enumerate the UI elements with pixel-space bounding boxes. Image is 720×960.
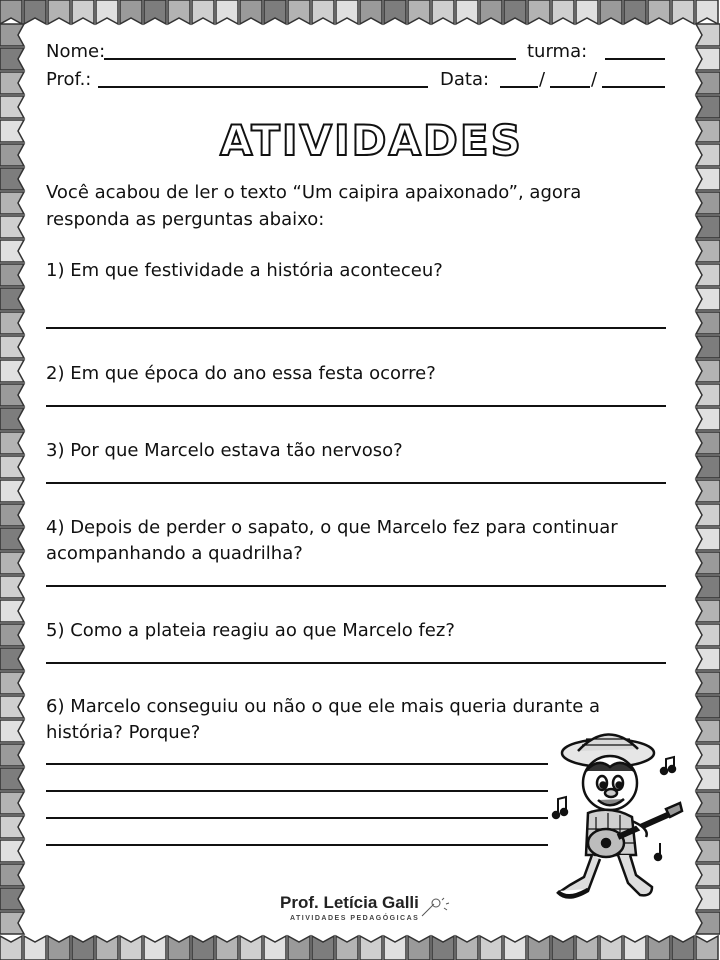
bunting-flag — [480, 936, 502, 960]
bunting-flag — [0, 168, 24, 190]
bunting-flag — [696, 888, 720, 910]
bunting-flag — [96, 936, 118, 960]
bunting-flag — [264, 936, 286, 960]
bunting-flag — [0, 144, 24, 166]
bunting-flag — [696, 360, 720, 382]
question-5: 5) Como a plateia reagiu ao que Marcelo fez? — [46, 620, 455, 641]
bunting-flag — [144, 936, 166, 960]
page-title: ATIVIDADES — [220, 116, 523, 165]
teacher-field[interactable] — [98, 85, 428, 88]
bunting-flag — [696, 408, 720, 430]
bunting-flag — [408, 0, 430, 24]
bunting-flag — [0, 72, 24, 94]
date-day-field[interactable] — [500, 85, 538, 88]
bunting-flag — [336, 0, 358, 24]
bunting-flag — [360, 0, 382, 24]
bunting-flag — [696, 432, 720, 454]
answer-line-6d[interactable] — [46, 843, 548, 846]
date-separator: / — [591, 69, 598, 90]
bunting-flag — [696, 48, 720, 70]
bunting-flag — [648, 936, 670, 960]
bunting-flag — [72, 0, 94, 24]
bunting-flag — [24, 0, 46, 24]
bunting-flag — [48, 936, 70, 960]
bunting-flag — [696, 336, 720, 358]
bunting-flag — [696, 600, 720, 622]
bunting-flag — [696, 24, 720, 46]
bunting-flag — [696, 480, 720, 502]
bunting-flag — [24, 936, 46, 960]
question-4-continued: acompanhando a quadrilha? — [46, 543, 303, 564]
bunting-flag — [672, 936, 694, 960]
bunting-flag — [0, 336, 24, 358]
intro-line: Você acabou de ler o texto “Um caipira apaixonado”, agora — [46, 182, 582, 203]
bunting-flag — [288, 0, 310, 24]
bunting-flag — [696, 216, 720, 238]
boy-with-guitar-icon — [548, 725, 688, 905]
bunting-flag — [0, 744, 24, 766]
bunting-flag — [216, 936, 238, 960]
bunting-flag — [0, 312, 24, 334]
bunting-flag — [552, 936, 574, 960]
bunting-flag — [600, 0, 622, 24]
bunting-flag — [0, 48, 24, 70]
bunting-flag — [696, 192, 720, 214]
bunting-flag — [0, 864, 24, 886]
answer-line-4[interactable] — [46, 584, 666, 587]
intro-line: responda as perguntas abaixo: — [46, 209, 325, 230]
bunting-flag — [480, 0, 502, 24]
bunting-flag — [528, 0, 550, 24]
bunting-flag — [552, 0, 574, 24]
bunting-flag — [48, 0, 70, 24]
bunting-flag — [672, 0, 694, 24]
bunting-flag — [696, 120, 720, 142]
bunting-flag — [408, 936, 430, 960]
answer-line-5[interactable] — [46, 661, 666, 664]
bunting-flag — [0, 672, 24, 694]
class-label: turma: — [527, 41, 588, 62]
bunting-flag — [432, 0, 454, 24]
bunting-flag — [696, 168, 720, 190]
answer-line-6a[interactable] — [46, 762, 548, 765]
bunting-flag — [312, 0, 334, 24]
brand-subtitle: ATIVIDADES PEDAGÓGICAS — [290, 915, 420, 922]
bunting-flag — [144, 0, 166, 24]
name-label: Nome: — [46, 41, 106, 62]
bunting-flag — [240, 0, 262, 24]
question-6-continued: história? Porque? — [46, 722, 201, 743]
bunting-flag — [0, 264, 24, 286]
bunting-flag — [384, 936, 406, 960]
bunting-flag — [0, 552, 24, 574]
bunting-flag — [624, 0, 646, 24]
bunting-flag — [696, 792, 720, 814]
bunting-flag — [0, 576, 24, 598]
answer-line-3[interactable] — [46, 481, 666, 484]
bunting-flag — [696, 912, 720, 934]
bunting-flag — [264, 0, 286, 24]
bunting-flag — [696, 840, 720, 862]
bunting-flag — [624, 936, 646, 960]
bunting-flag — [192, 936, 214, 960]
bunting-flag — [0, 912, 24, 934]
bunting-flag — [456, 0, 478, 24]
bunting-flag — [216, 0, 238, 24]
bunting-flag — [0, 192, 24, 214]
bunting-flag — [120, 936, 142, 960]
bunting-flag — [576, 0, 598, 24]
date-label: Data: — [440, 69, 490, 90]
bunting-flag — [72, 936, 94, 960]
bunting-flag — [240, 936, 262, 960]
bunting-flag — [0, 720, 24, 742]
bunting-flag — [504, 0, 526, 24]
bunting-flag — [456, 936, 478, 960]
bunting-flag — [696, 384, 720, 406]
question-2: 2) Em que época do ano essa festa ocorre? — [46, 363, 436, 384]
bunting-flag — [0, 600, 24, 622]
bunting-flag — [0, 696, 24, 718]
bunting-flag — [168, 0, 190, 24]
bunting-flag — [192, 0, 214, 24]
answer-line-1[interactable] — [46, 326, 666, 329]
bunting-flag — [0, 624, 24, 646]
bunting-flag — [384, 0, 406, 24]
bunting-flag — [696, 456, 720, 478]
bunting-flag — [696, 552, 720, 574]
bunting-flag — [0, 240, 24, 262]
bunting-flag — [0, 648, 24, 670]
question-6: 6) Marcelo conseguiu ou não o que ele mais queria durante a — [46, 696, 601, 717]
bunting-flag — [600, 936, 622, 960]
bunting-flag — [696, 288, 720, 310]
date-year-field[interactable] — [602, 85, 665, 88]
teacher-label: Prof.: — [46, 69, 92, 90]
question-3: 3) Por que Marcelo estava tão nervoso? — [46, 440, 403, 461]
bunting-flag — [288, 936, 310, 960]
bunting-flag — [0, 360, 24, 382]
bunting-flag — [696, 96, 720, 118]
bunting-flag — [0, 24, 24, 46]
bunting-flag — [0, 768, 24, 790]
bunting-flag — [696, 0, 718, 24]
bunting-flag — [0, 456, 24, 478]
bunting-flag — [0, 288, 24, 310]
bunting-flag — [696, 264, 720, 286]
question-1: 1) Em que festividade a história aconteceu? — [46, 260, 443, 281]
bunting-flag — [528, 936, 550, 960]
bunting-flag — [696, 72, 720, 94]
bunting-flag — [0, 432, 24, 454]
bunting-flag — [0, 528, 24, 550]
bunting-flag — [0, 504, 24, 526]
dandelion-icon — [420, 896, 454, 918]
bunting-flag — [696, 744, 720, 766]
class-field[interactable] — [605, 57, 665, 60]
bunting-flag — [696, 864, 720, 886]
answer-line-6b[interactable] — [46, 789, 548, 792]
bunting-flag — [696, 648, 720, 670]
answer-line-2[interactable] — [46, 404, 666, 407]
bunting-flag — [696, 312, 720, 334]
bunting-flag — [696, 720, 720, 742]
bunting-flag — [120, 0, 142, 24]
bunting-flag — [0, 216, 24, 238]
bunting-flag — [696, 672, 720, 694]
bunting-flag — [576, 936, 598, 960]
name-field[interactable] — [104, 57, 516, 60]
bunting-flag — [0, 792, 24, 814]
bunting-flag — [168, 936, 190, 960]
bunting-flag — [0, 120, 24, 142]
bunting-flag — [0, 408, 24, 430]
bunting-flag — [696, 528, 720, 550]
bunting-flag — [696, 504, 720, 526]
answer-line-6c[interactable] — [46, 816, 548, 819]
bunting-flag — [432, 936, 454, 960]
bunting-flag — [360, 936, 382, 960]
question-4: 4) Depois de perder o sapato, o que Marcelo fez para continuar — [46, 517, 618, 538]
bunting-flag — [0, 840, 24, 862]
bunting-flag — [696, 240, 720, 262]
bunting-flag — [0, 384, 24, 406]
bunting-flag — [696, 144, 720, 166]
bunting-flag — [696, 624, 720, 646]
bunting-flag — [696, 696, 720, 718]
brand-name: Prof. Letícia Galli — [280, 893, 419, 912]
bunting-flag — [0, 888, 24, 910]
bunting-flag — [96, 0, 118, 24]
bunting-flag — [336, 936, 358, 960]
bunting-flag — [0, 480, 24, 502]
bunting-flag — [0, 0, 22, 24]
bunting-flag — [696, 576, 720, 598]
bunting-flag — [0, 936, 22, 960]
bunting-flag — [0, 816, 24, 838]
bunting-flag — [696, 936, 718, 960]
bunting-flag — [696, 816, 720, 838]
bunting-flag — [648, 0, 670, 24]
bunting-flag — [696, 768, 720, 790]
date-separator: / — [539, 69, 546, 90]
bunting-flag — [0, 96, 24, 118]
bunting-flag — [504, 936, 526, 960]
date-month-field[interactable] — [550, 85, 590, 88]
bunting-flag — [312, 936, 334, 960]
